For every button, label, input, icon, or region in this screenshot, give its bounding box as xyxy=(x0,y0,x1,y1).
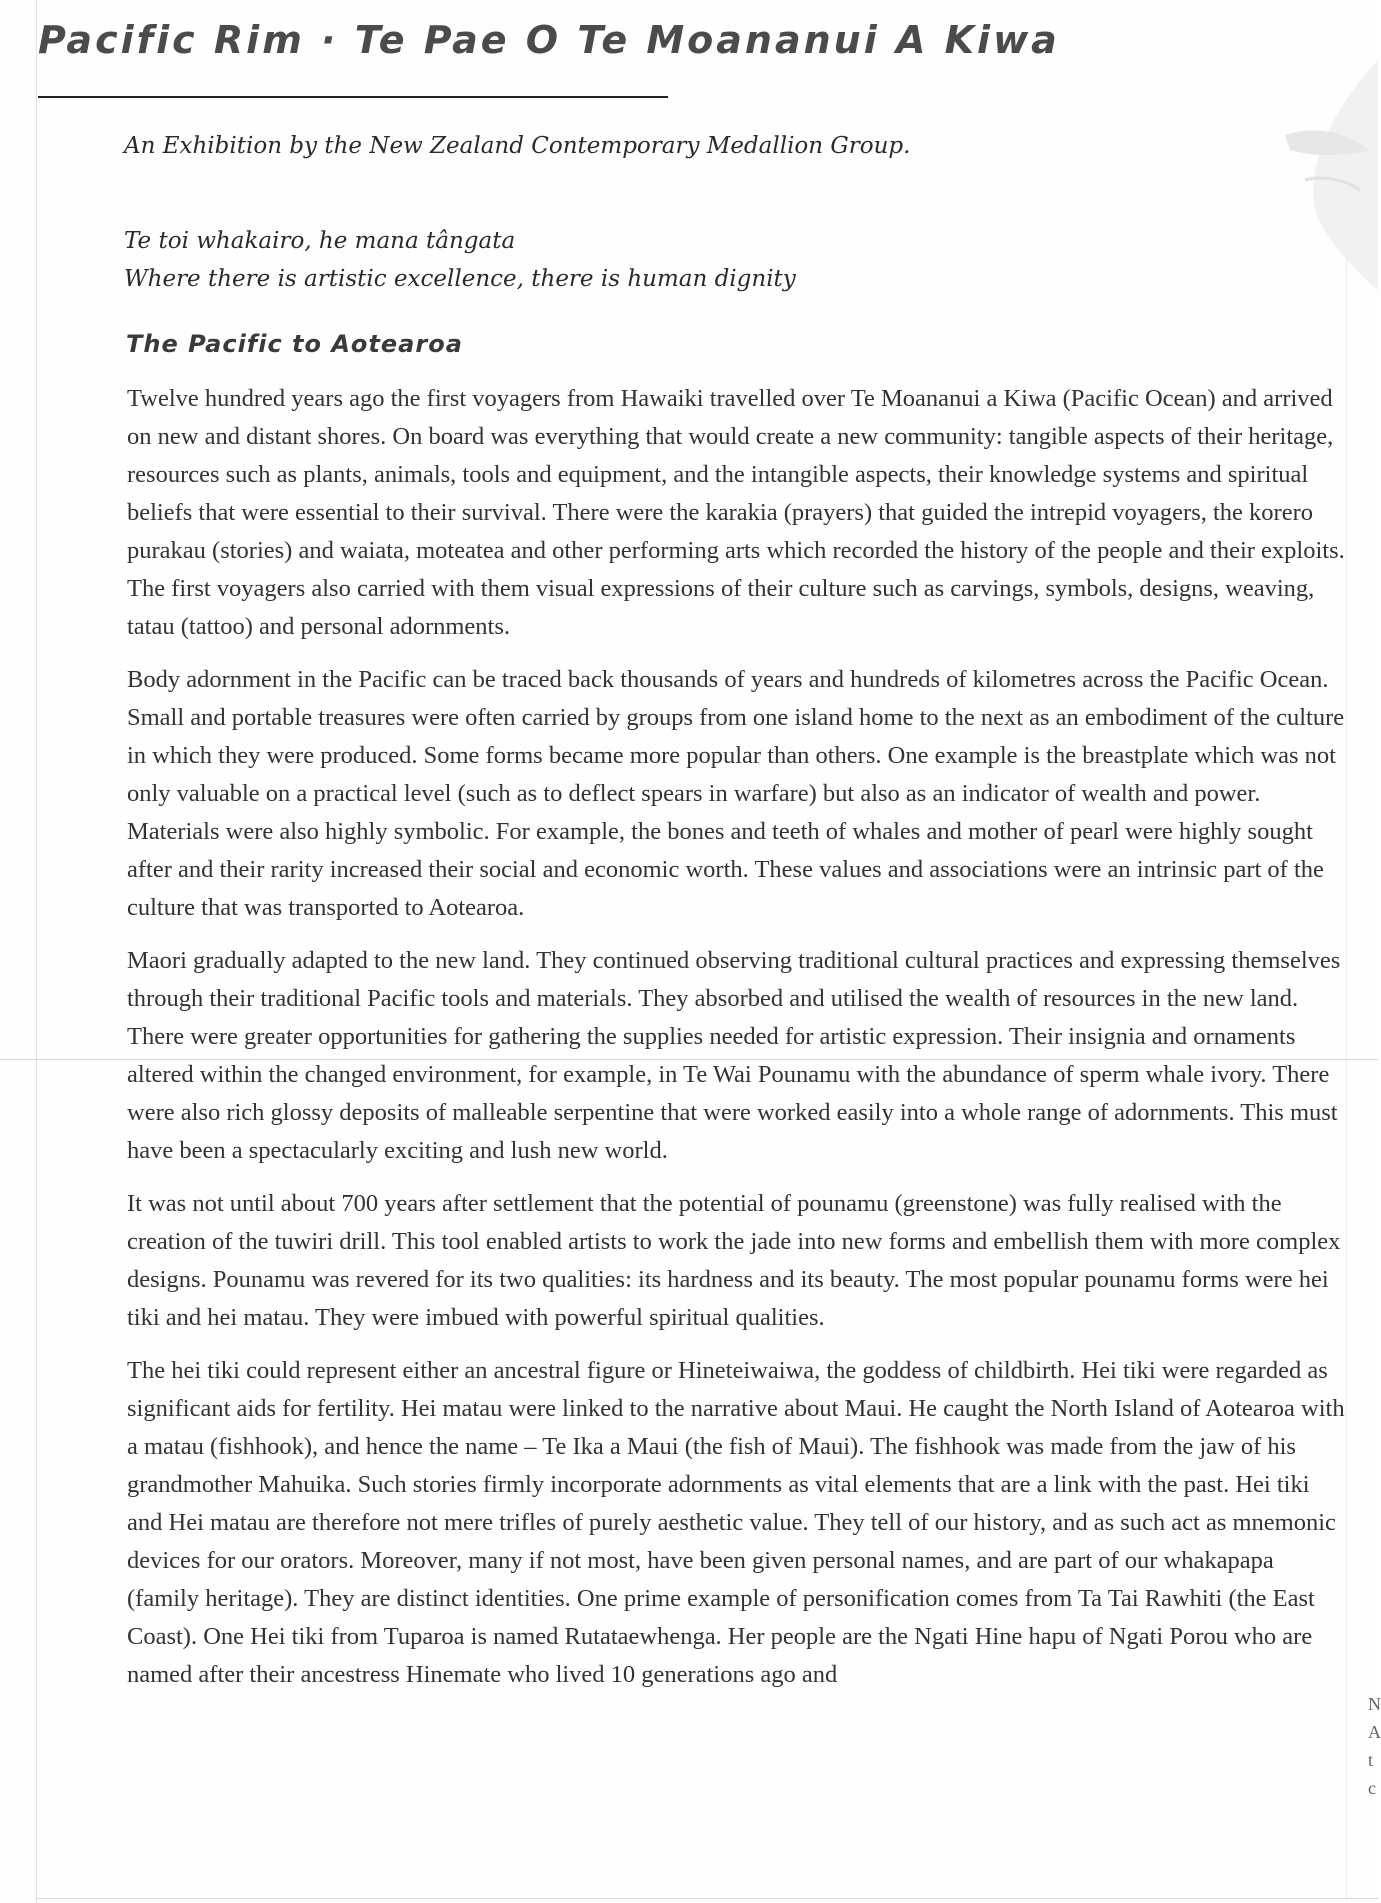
margin-glyph: c xyxy=(1368,1778,1376,1798)
motto-line-maori: Te toi whakairo, he mana tângata xyxy=(124,228,516,254)
paragraph: Twelve hundred years ago the first voyagers from Hawaiki travelled over Te Moananui a Kiwa (Pacific Ocean) and arrived on new and distant shores. On board was everything that would create a new community: tangible aspects of their heritage, resources such as plants, animals, tools and equipment, and the intangible aspects, their knowledge systems and spiritual beliefs that were essential to their survival. There were the karakia (prayers) that guided the intrepid voyagers, the korero purakau (stories) and waiata, moteatea and other performing arts which recorded the history of the people and their exploits. The first voyagers also carried with them visual expressions of their culture such as carvings, symbols, designs, weaving, tatau (tattoo) and personal adornments. xyxy=(127,385,1345,640)
exhibition-subtitle: An Exhibition by the New Zealand Contemporary Medallion Group. xyxy=(124,133,911,159)
scan-fold-line xyxy=(0,1059,1378,1060)
margin-glyph: t xyxy=(1368,1750,1374,1770)
title-underline xyxy=(38,96,668,98)
margin-glyph: N xyxy=(1368,1694,1381,1714)
document-title: Pacific Rim · Te Pae O Te Moananui A Kiwa xyxy=(38,18,1060,62)
adjacent-page-fragment xyxy=(1368,1690,1381,1802)
page-bottom-edge xyxy=(36,1898,1378,1899)
motto xyxy=(124,222,796,298)
paragraph: The hei tiki could represent either an ancestral figure or Hineteiwaiwa, the goddess of childbirth. Hei tiki were regarded as significant aids for fertility. Hei matau were linked to the narrative about Maui. He caught the North Island of Aotearoa with a matau (fishhook), and hence the name – Te Ika a Maui (the fish of Maui). The fishhook was made from the jaw of his grandmother Mahuika. Such stories firmly incorporate adornments as vital elements that are a link with the past. Hei tiki and Hei matau are therefore not mere trifles of purely aesthetic value. They tell of our history, and as such act as mnemonic devices for our orators. Moreover, many if not most, have been given personal names, and are part of our whakapapa (family heritage). They are distinct identities. One prime example of personification comes from Ta Tai Rawhiti (the East Coast). One Hei tiki from Tuparoa is named Rutataewhenga. Her people are the Ngati Hine hapu of Ngati Porou who are named after their ancestress Hinemate who lived 10 generations ago and xyxy=(127,1357,1345,1688)
paragraph: Body adornment in the Pacific can be traced back thousands of years and hundreds of kilometres across the Pacific Ocean. Small and portable treasures were often carried by groups from one island home to the next as an embodiment of the culture in which they were produced. Some forms became more popular than others. One example is the breastplate which was not only valuable on a practical level (such as to deflect spears in warfare) but also as an indicator of wealth and power. Materials were also highly symbolic. For example, the bones and teeth of whales and mother of pearl were highly sought after and their rarity increased their social and economic worth. These values and associations were an intrinsic part of the culture that was transported to Aotearoa. xyxy=(127,666,1345,921)
show-through-graphic xyxy=(1245,40,1378,300)
motto-line-english: Where there is artistic excellence, there is human dignity xyxy=(124,266,796,292)
paragraph: It was not until about 700 years after settlement that the potential of pounamu (greenstone) was fully realised with the creation of the tuwiri drill. This tool enabled artists to work the jade into new forms and embellish them with more complex designs. Pounamu was revered for its two qualities: its hardness and its beauty. The most popular pounamu forms were hei tiki and hei matau. They were imbued with powerful spiritual qualities. xyxy=(127,1190,1341,1331)
section-heading: The Pacific to Aotearoa xyxy=(126,330,463,358)
page-left-edge xyxy=(36,0,37,1903)
margin-glyph: A xyxy=(1368,1722,1381,1742)
paragraph: Maori gradually adapted to the new land. They continued observing traditional cultural practices and expressing themselves through their traditional Pacific tools and materials. They absorbed and utilised the wealth of resources in the new land. There were greater opportunities for gathering the supplies needed for artistic expression. Their insignia and ornaments altered within the changed environment, for example, in Te Wai Pounamu with the abundance of sperm whale ivory. There were also rich glossy deposits of malleable serpentine that were worked easily into a whole range of adornments. This must have been a spectacularly exciting and lush new world. xyxy=(127,947,1341,1164)
body-text xyxy=(127,380,1349,1709)
